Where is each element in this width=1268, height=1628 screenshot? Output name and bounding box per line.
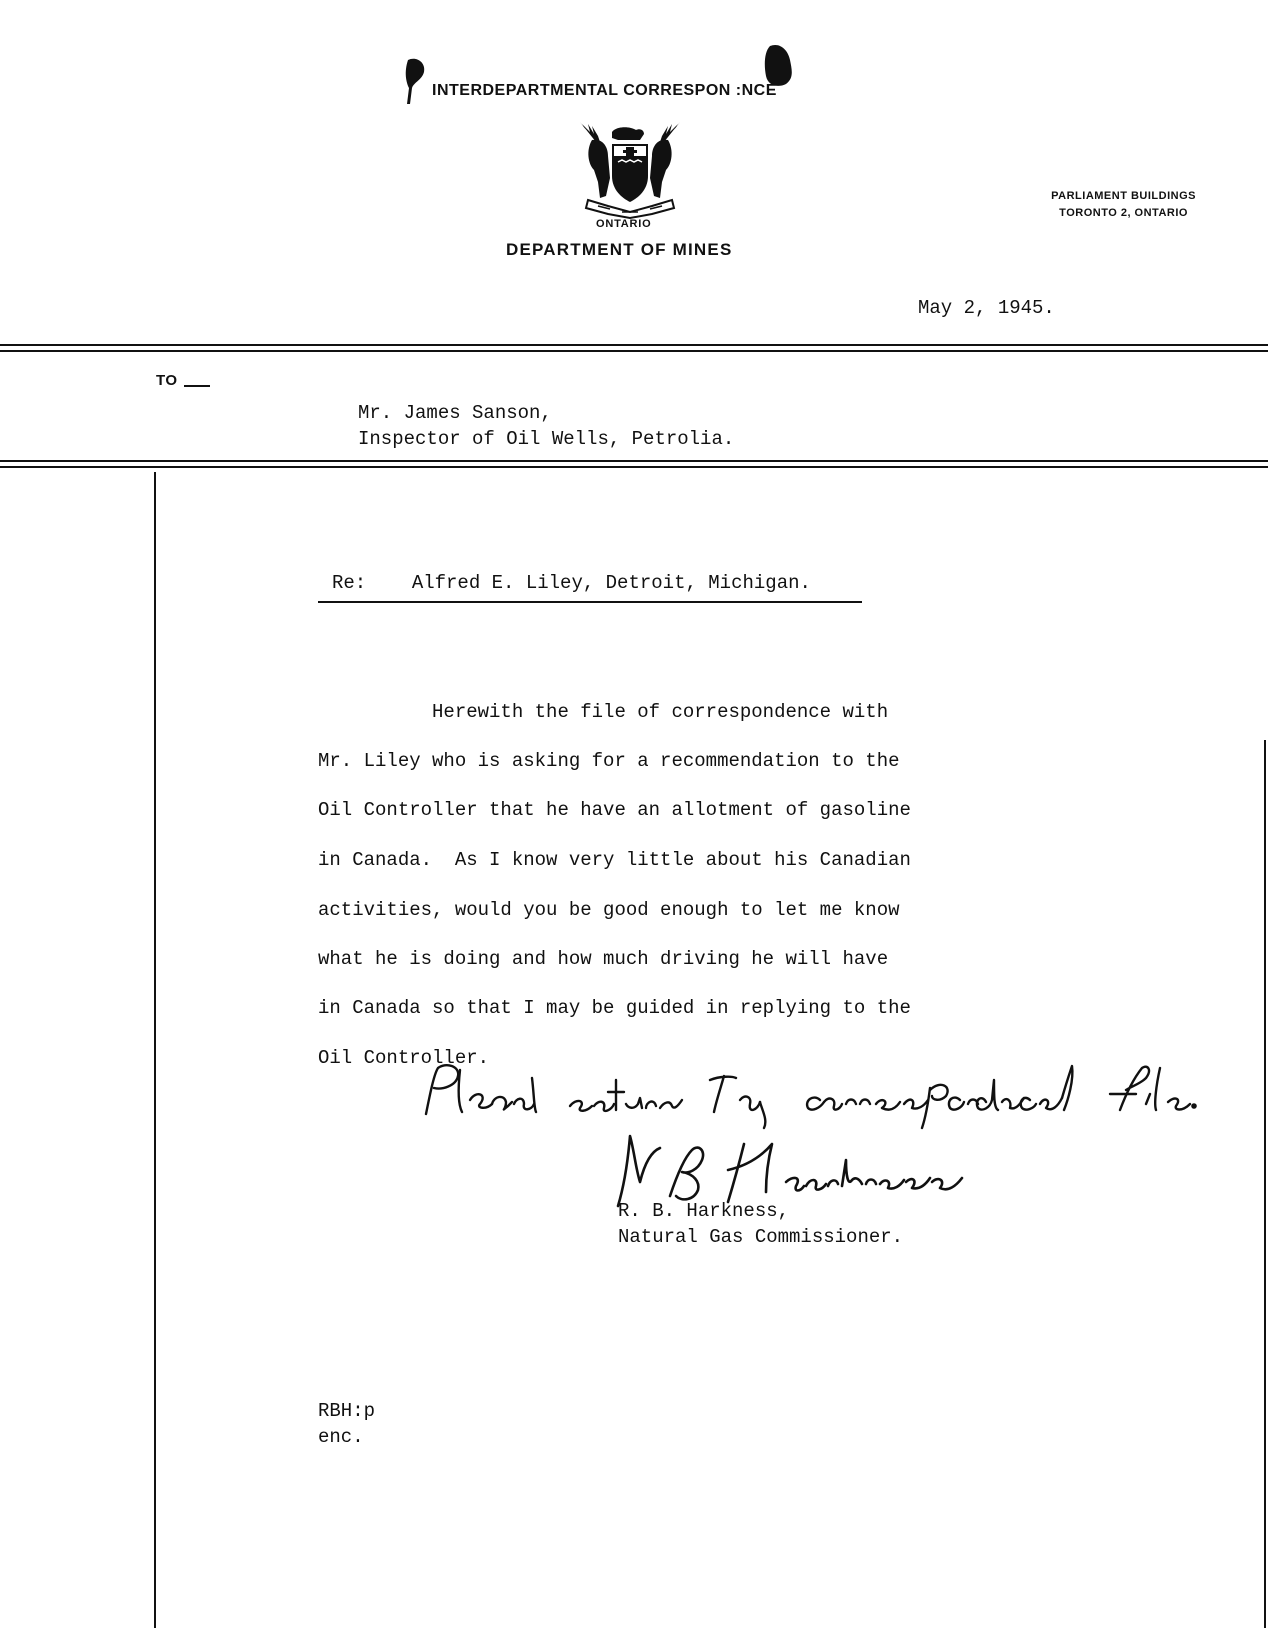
subject-prefix: Re: — [332, 572, 367, 594]
header-rule-top-1 — [0, 344, 1268, 346]
body-line-2: Mr. Liley who is asking for a recommendation to the — [318, 750, 900, 772]
to-label: TO — [156, 372, 178, 389]
handwritten-note — [420, 1060, 1240, 1135]
body-line-1: Herewith the file of correspondence with — [318, 701, 889, 723]
signer-title: Natural Gas Commissioner. — [618, 1226, 904, 1248]
recipient-block — [358, 400, 734, 452]
reference-block — [318, 1398, 375, 1450]
letterhead-title: INTERDEPARTMENTAL CORRESPON :NCE — [432, 82, 777, 99]
header-rule-bottom-2 — [0, 466, 1268, 468]
address-line-1: PARLIAMENT BUILDINGS — [1051, 190, 1196, 202]
ink-blot-left — [404, 54, 430, 111]
body-line-6: what he is doing and how much driving he will have — [318, 948, 889, 970]
recipient-title: Inspector of Oil Wells, Petrolia. — [358, 428, 735, 450]
letter-date: May 2, 1945. — [918, 297, 1055, 319]
header-rule-bottom-1 — [0, 460, 1268, 462]
subject-underline — [318, 601, 862, 603]
subject-line — [332, 572, 811, 594]
reference-initials: RBH:p — [318, 1400, 376, 1422]
body-line-3: Oil Controller that he have an allotment of gasoline — [318, 799, 911, 821]
signer-name: R. B. Harkness, — [618, 1200, 790, 1222]
body-line-7: in Canada so that I may be guided in replying to the — [318, 997, 911, 1019]
body-line-5: activities, would you be good enough to let me know — [318, 899, 900, 921]
letterhead-province: ONTARIO — [596, 218, 652, 230]
right-margin-rule — [1264, 740, 1266, 1628]
letterhead-department: DEPARTMENT OF MINES — [506, 240, 733, 259]
ontario-coat-of-arms-icon — [578, 120, 682, 225]
left-margin-rule — [154, 472, 156, 1628]
recipient-name: Mr. James Sanson, — [358, 402, 552, 424]
address-line-2: TORONTO 2, ONTARIO — [1059, 207, 1188, 219]
enclosure-note: enc. — [318, 1426, 364, 1448]
body-line-8: Oil Controller. — [318, 1047, 490, 1069]
header-rule-top-2 — [0, 350, 1268, 352]
signature-block — [618, 1198, 903, 1250]
body-line-4: in Canada. As I know very little about his Canadian — [318, 849, 911, 871]
letterhead-address — [1051, 188, 1196, 222]
to-underline — [184, 385, 210, 387]
subject-text: Alfred E. Liley, Detroit, Michigan. — [411, 572, 811, 594]
